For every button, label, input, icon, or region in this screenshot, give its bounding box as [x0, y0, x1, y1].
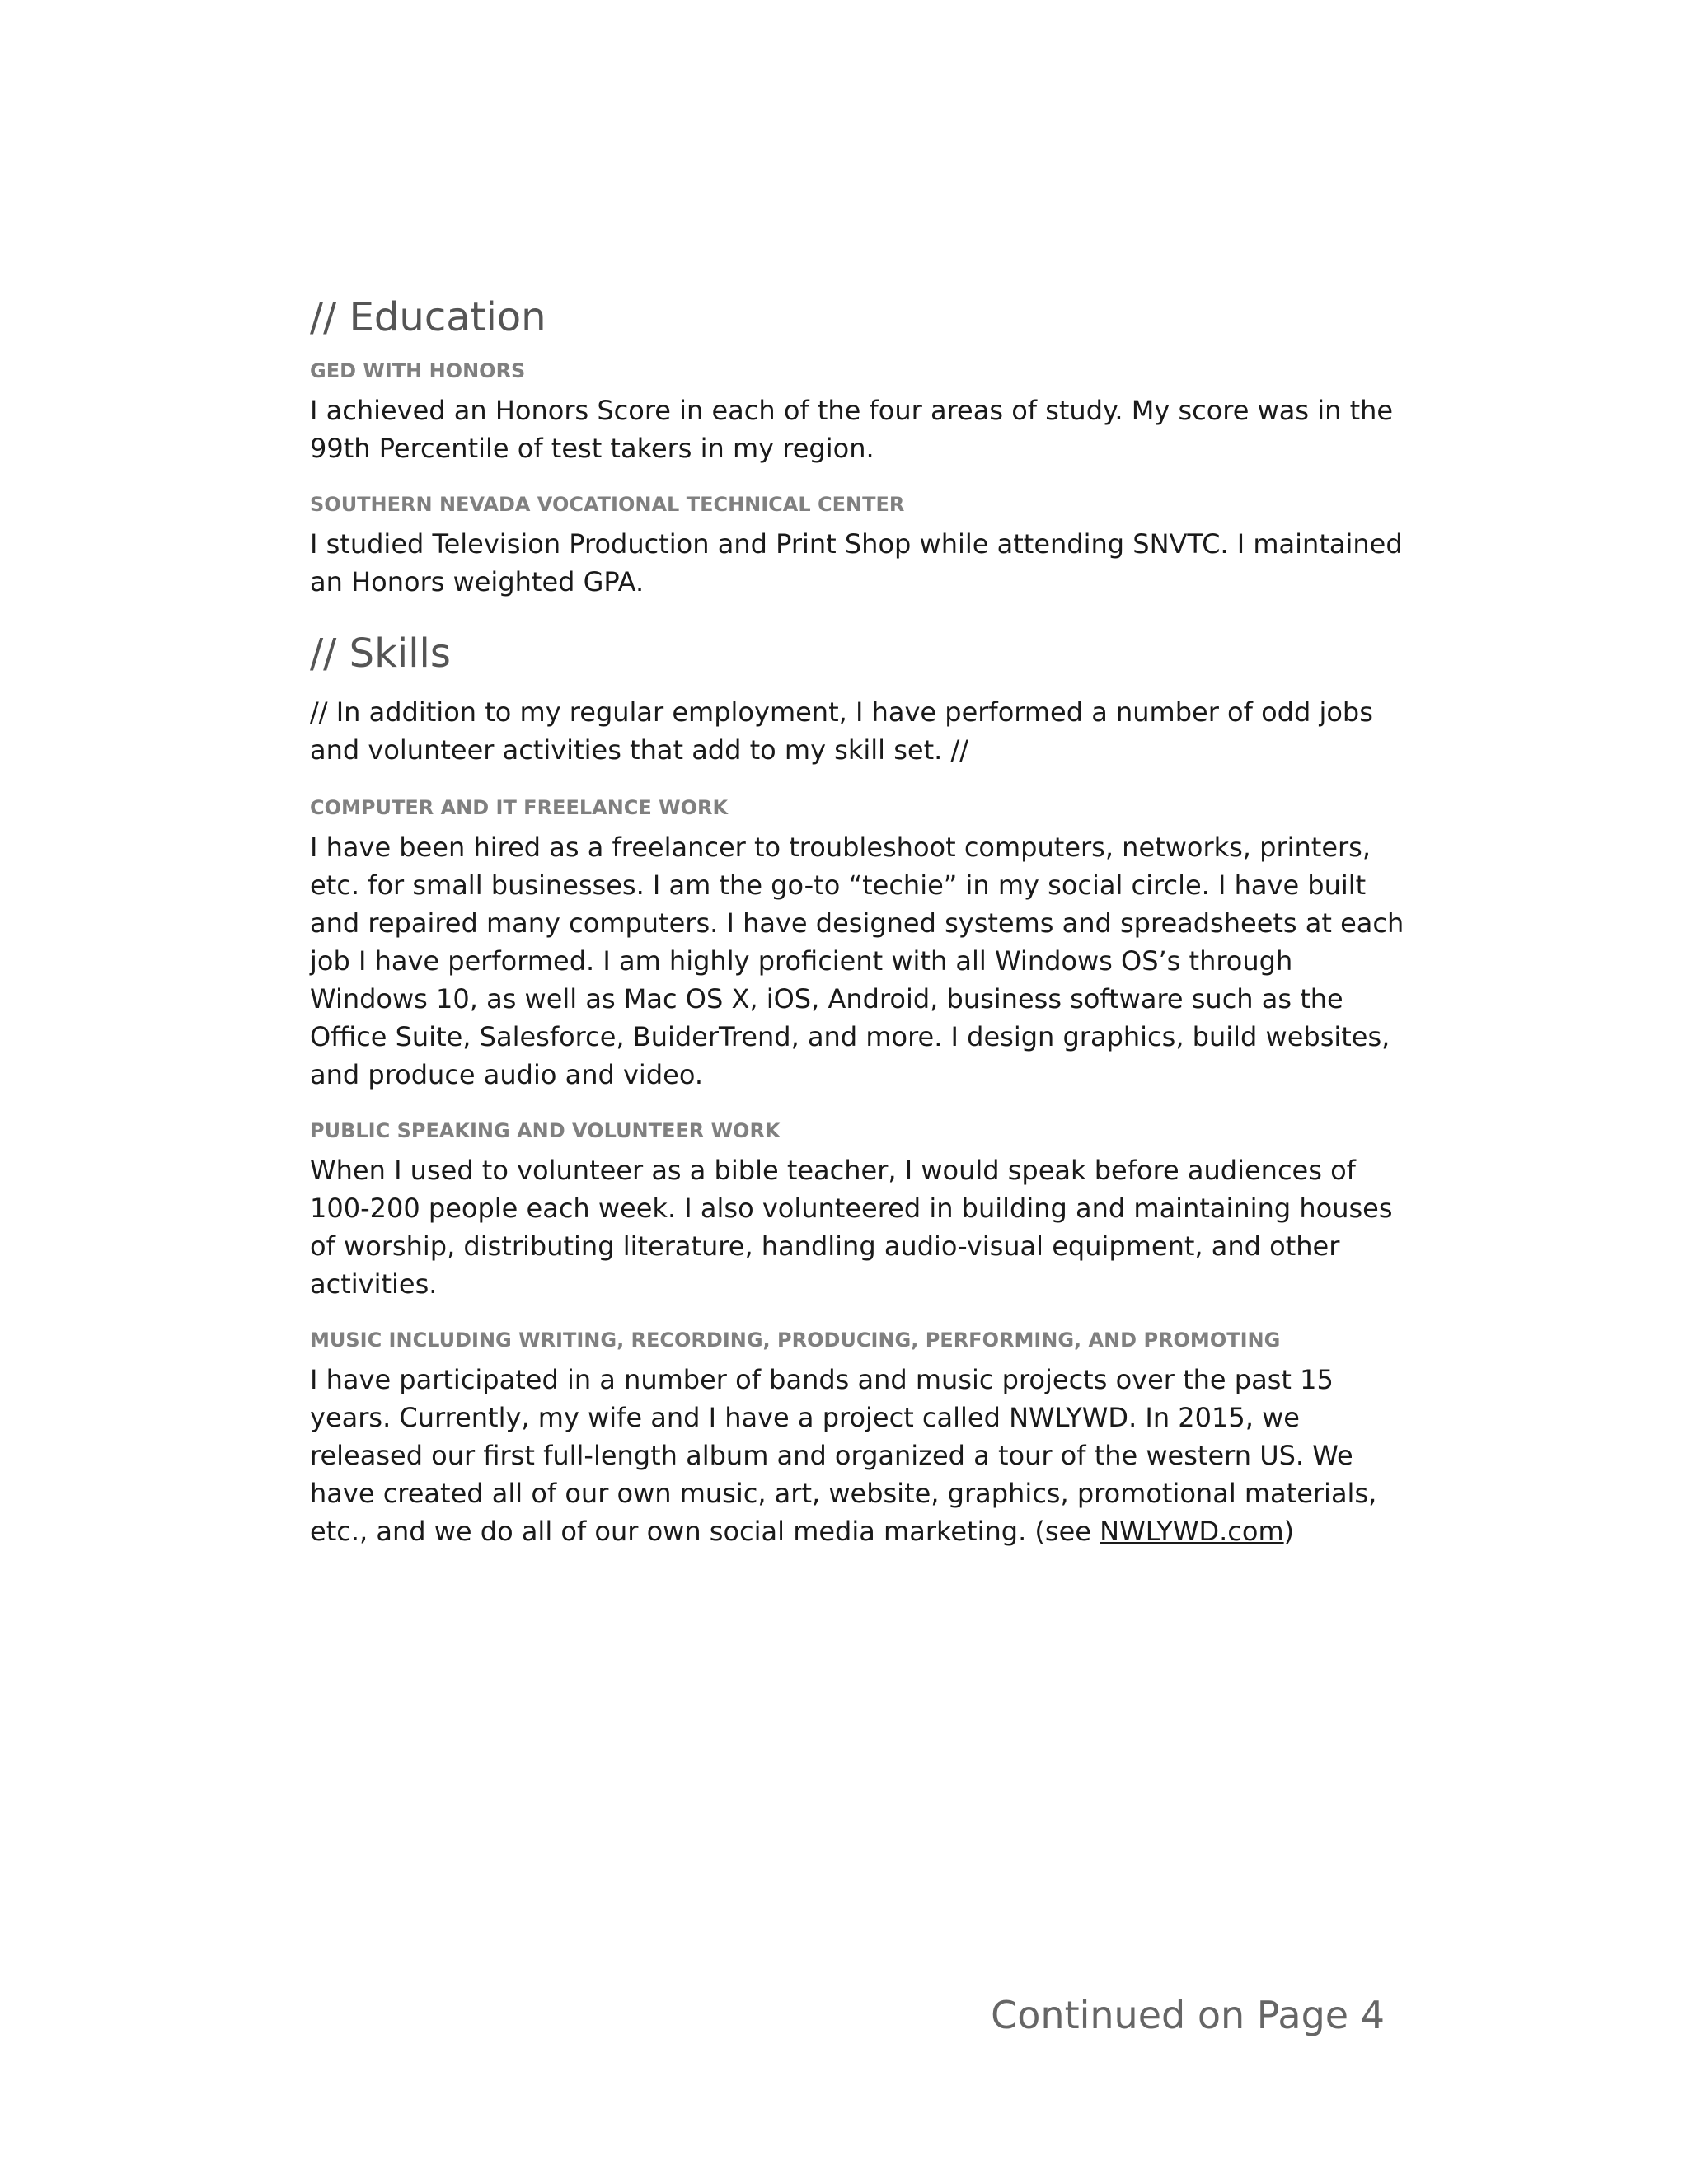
- music-body-text: I have participated in a number of bands and music projects over the past 15 years. Currently, my wife and I have a project called NWLYWD. In 2015, we released our first full-length album and organized a tour of the western US. We have created all of our own music, art, website, graphics, promotional materials, etc., and we do all of our own social media marketing. (see: [310, 1364, 1377, 1547]
- music-body-end: ): [1283, 1516, 1295, 1547]
- education-entry-body: I studied Television Production and Print Shop while attending SNVTC. I maintained an Honors weighted GPA.: [310, 528, 1403, 598]
- skills-entry-heading: MUSIC INCLUDING WRITING, RECORDING, PRODUCING, PERFORMING, AND PROMOTING: [310, 1329, 1281, 1352]
- skills-title: // Skills: [310, 630, 451, 677]
- education-entry-snvtc: [310, 490, 1414, 601]
- skills-entry-heading: PUBLIC SPEAKING AND VOLUNTEER WORK: [310, 1119, 781, 1142]
- education-entry-body: I achieved an Honors Score in each of the four areas of study. My score was in the 99th Percentile of test takers in my region.: [310, 395, 1394, 464]
- resume-page: [310, 293, 1414, 1573]
- continued-footer: Continued on Page 4: [991, 1993, 1385, 2037]
- skills-entry-body: [310, 1361, 1414, 1550]
- education-entry-ged: [310, 357, 1414, 467]
- skills-entry-heading: COMPUTER AND IT FREELANCE WORK: [310, 796, 729, 819]
- skills-entry-body: When I used to volunteer as a bible teacher, I would speak before audiences of 100-200 people each week. I also volunteered in building and maintaining houses of worship, distributing literature, handling audio-visual equipment, and other activities.: [310, 1155, 1393, 1300]
- nwlywd-link[interactable]: NWLYWD.com: [1100, 1516, 1284, 1547]
- education-title: // Education: [310, 294, 546, 340]
- skills-entry-speaking: [310, 1117, 1414, 1303]
- education-entry-heading: GED WITH HONORS: [310, 359, 526, 382]
- skills-entry-computer: [310, 794, 1414, 1094]
- skills-entry-body: I have been hired as a freelancer to troubleshoot computers, networks, printers, etc. for small businesses. I am the go-to “techie” in my social circle. I have built and repaired many computers. I have designed systems and spreadsheets at each job I have performed. I am highly proficient with all Windows OS’s through Windows 10, as well as Mac OS X, iOS, Android, business software such as the Office Suite, Salesforce, BuiderTrend, and more. I design graphics, build websites, and produce audio and video.: [310, 832, 1404, 1090]
- skills-entry-music: [310, 1326, 1414, 1550]
- education-entry-heading: SOUTHERN NEVADA VOCATIONAL TECHNICAL CENTER: [310, 493, 905, 516]
- skills-intro: // In addition to my regular employment, I have performed a number of odd jobs and volunteer activities that add to my skill set. //: [310, 696, 1373, 766]
